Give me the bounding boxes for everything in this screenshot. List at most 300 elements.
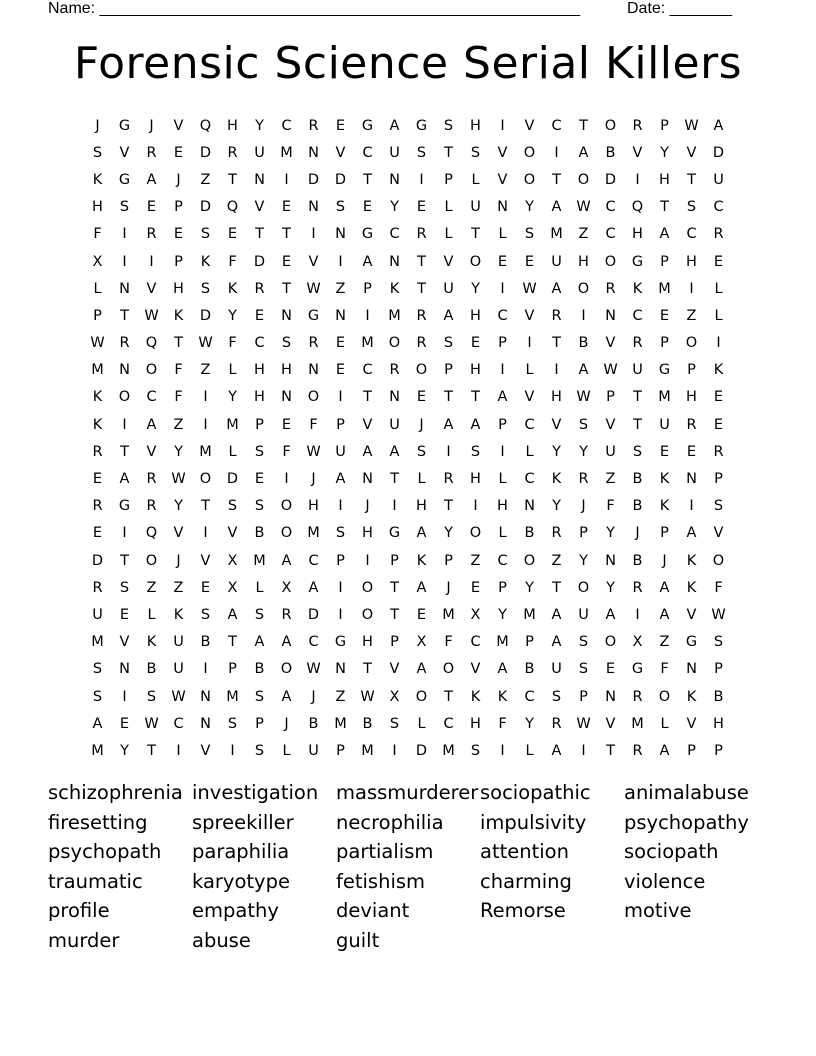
grid-letter: X: [227, 552, 238, 569]
grid-letter: S: [146, 688, 157, 705]
grid-letter: V: [200, 552, 211, 569]
grid-letter: R: [92, 498, 103, 515]
grid-letter: B: [632, 498, 643, 515]
grid-letter: A: [92, 715, 103, 732]
grid-letter: E: [713, 389, 724, 406]
grid-letter: V: [524, 117, 535, 134]
grid-letter: C: [686, 226, 697, 243]
word-list-item: partialism: [336, 840, 434, 864]
grid-letter: O: [307, 389, 320, 406]
grid-letter: I: [689, 498, 694, 515]
grid-letter: V: [146, 443, 157, 460]
grid-letter: K: [200, 253, 211, 270]
grid-letter: K: [146, 634, 157, 651]
grid-letter: D: [226, 471, 239, 488]
grid-letter: G: [118, 498, 131, 515]
grid-letter: J: [95, 117, 100, 134]
grid-letter: Y: [390, 199, 399, 216]
grid-letter: P: [579, 525, 588, 542]
grid-letter: L: [525, 742, 534, 759]
grid-letter: V: [524, 389, 535, 406]
grid-letter: F: [174, 389, 183, 406]
grid-letter: Y: [525, 715, 534, 732]
grid-letter: P: [498, 579, 507, 596]
grid-letter: T: [660, 199, 669, 216]
grid-letter: N: [335, 661, 346, 678]
grid-letter: Z: [470, 552, 481, 569]
grid-letter: I: [392, 498, 397, 515]
grid-letter: A: [551, 742, 562, 759]
grid-letter: E: [686, 443, 697, 460]
word-list-item: spreekiller: [192, 810, 294, 834]
grid-letter: P: [660, 525, 669, 542]
grid-letter: T: [255, 226, 264, 243]
grid-letter: G: [118, 171, 131, 188]
grid-letter: G: [388, 525, 401, 542]
grid-letter: H: [713, 715, 724, 732]
grid-letter: V: [227, 525, 238, 542]
grid-letter: A: [281, 552, 292, 569]
grid-letter: L: [444, 226, 453, 243]
grid-letter: K: [686, 579, 697, 596]
grid-letter: L: [525, 362, 534, 379]
grid-letter: O: [523, 171, 536, 188]
grid-letter: T: [444, 498, 453, 515]
grid-letter: T: [363, 389, 372, 406]
grid-letter: V: [173, 117, 184, 134]
grid-letter: S: [119, 579, 130, 596]
grid-letter: X: [416, 634, 427, 651]
grid-letter: W: [171, 688, 186, 705]
grid-letter: L: [444, 199, 453, 216]
grid-letter: K: [551, 471, 562, 488]
grid-letter: V: [470, 661, 481, 678]
grid-letter: Y: [228, 389, 237, 406]
grid-letter: P: [336, 742, 345, 759]
grid-letter: N: [389, 389, 400, 406]
grid-letter: R: [713, 226, 724, 243]
grid-letter: V: [308, 253, 319, 270]
grid-letter: D: [334, 171, 347, 188]
grid-letter: K: [497, 688, 508, 705]
grid-letter: A: [254, 634, 265, 651]
grid-letter: U: [551, 661, 562, 678]
grid-letter: L: [147, 606, 156, 623]
grid-letter: P: [687, 742, 696, 759]
word-list-item: abuse: [192, 928, 251, 952]
grid-letter: Q: [631, 199, 644, 216]
grid-letter: A: [551, 634, 562, 651]
word-list-item: violence: [624, 869, 706, 893]
grid-letter: U: [470, 199, 481, 216]
grid-letter: I: [176, 742, 181, 759]
grid-letter: S: [524, 226, 535, 243]
grid-letter: E: [254, 307, 265, 324]
grid-letter: R: [551, 307, 562, 324]
grid-letter: B: [254, 661, 265, 678]
grid-letter: P: [363, 280, 372, 297]
grid-letter: I: [122, 416, 127, 433]
grid-letter: O: [469, 253, 482, 270]
letter-grid: [84, 112, 732, 765]
grid-letter: B: [605, 144, 616, 161]
grid-letter: S: [335, 199, 346, 216]
grid-letter: S: [470, 742, 481, 759]
grid-letter: F: [714, 579, 723, 596]
grid-letter: R: [119, 335, 130, 352]
grid-letter: H: [632, 226, 643, 243]
grid-letter: S: [713, 634, 724, 651]
grid-letter: U: [308, 742, 319, 759]
grid-letter: I: [581, 742, 586, 759]
grid-letter: M: [496, 634, 509, 651]
grid-letter: M: [658, 389, 671, 406]
grid-letter: K: [686, 552, 697, 569]
grid-letter: R: [713, 443, 724, 460]
grid-letter: W: [306, 661, 321, 678]
grid-letter: E: [173, 226, 184, 243]
grid-letter: A: [389, 443, 400, 460]
grid-letter: A: [335, 471, 346, 488]
grid-letter: I: [122, 525, 127, 542]
grid-letter: E: [281, 199, 292, 216]
grid-letter: R: [254, 280, 265, 297]
grid-letter: O: [577, 280, 590, 297]
grid-letter: N: [200, 715, 211, 732]
grid-letter: U: [713, 171, 724, 188]
grid-letter: A: [659, 742, 670, 759]
grid-letter: R: [146, 471, 157, 488]
grid-letter: A: [551, 199, 562, 216]
grid-letter: V: [551, 416, 562, 433]
grid-letter: V: [497, 144, 508, 161]
grid-letter: P: [174, 253, 183, 270]
grid-letter: K: [389, 280, 400, 297]
grid-letter: W: [306, 280, 321, 297]
word-list-item: Remorse: [480, 899, 566, 923]
grid-letter: I: [554, 144, 559, 161]
grid-letter: N: [308, 144, 319, 161]
grid-letter: E: [281, 253, 292, 270]
grid-letter: O: [361, 606, 374, 623]
grid-letter: R: [416, 307, 427, 324]
grid-letter: V: [443, 253, 454, 270]
grid-letter: H: [470, 471, 481, 488]
grid-letter: H: [686, 253, 697, 270]
grid-letter: H: [308, 498, 319, 515]
grid-letter: T: [390, 606, 399, 623]
grid-letter: H: [470, 117, 481, 134]
grid-letter: V: [686, 144, 697, 161]
grid-letter: C: [497, 307, 508, 324]
grid-letter: U: [605, 443, 616, 460]
grid-letter: I: [338, 498, 343, 515]
grid-letter: V: [119, 144, 130, 161]
grid-letter: E: [119, 715, 130, 732]
grid-letter: H: [173, 280, 184, 297]
grid-letter: G: [307, 307, 320, 324]
grid-letter: O: [604, 253, 617, 270]
grid-letter: M: [91, 362, 104, 379]
grid-letter: U: [443, 280, 454, 297]
grid-letter: E: [92, 525, 103, 542]
grid-letter: C: [632, 307, 643, 324]
grid-letter: Y: [660, 144, 669, 161]
grid-letter: I: [122, 253, 127, 270]
grid-letter: T: [417, 280, 426, 297]
grid-letter: T: [390, 471, 399, 488]
grid-letter: O: [523, 552, 536, 569]
grid-letter: E: [416, 389, 427, 406]
grid-letter: T: [363, 661, 372, 678]
grid-letter: F: [444, 634, 453, 651]
grid-letter: I: [149, 253, 154, 270]
grid-letter: S: [416, 144, 427, 161]
grid-letter: K: [659, 471, 670, 488]
grid-letter: T: [120, 552, 129, 569]
grid-letter: M: [523, 606, 536, 623]
grid-letter: W: [90, 335, 105, 352]
grid-letter: T: [444, 688, 453, 705]
grid-letter: W: [198, 335, 213, 352]
grid-letter: R: [146, 144, 157, 161]
grid-letter: M: [631, 715, 644, 732]
grid-letter: G: [415, 117, 428, 134]
grid-letter: B: [578, 335, 589, 352]
grid-letter: T: [282, 280, 291, 297]
word-list-item: guilt: [336, 928, 380, 952]
grid-letter: W: [711, 606, 726, 623]
grid-letter: P: [228, 661, 237, 678]
grid-letter: A: [146, 416, 157, 433]
grid-letter: N: [686, 661, 697, 678]
grid-letter: U: [254, 144, 265, 161]
grid-letter: S: [200, 226, 211, 243]
grid-letter: K: [416, 552, 427, 569]
grid-letter: N: [362, 471, 373, 488]
grid-letter: M: [334, 715, 347, 732]
grid-letter: A: [497, 661, 508, 678]
grid-letter: T: [471, 226, 480, 243]
word-list-item: investigation: [192, 781, 319, 804]
grid-letter: Z: [686, 307, 697, 324]
grid-letter: N: [281, 389, 292, 406]
grid-letter: R: [308, 117, 319, 134]
grid-letter: J: [635, 525, 640, 542]
grid-letter: S: [200, 280, 211, 297]
grid-letter: S: [470, 144, 481, 161]
grid-letter: C: [281, 117, 292, 134]
word-list-item: charming: [480, 869, 572, 893]
grid-letter: M: [91, 634, 104, 651]
grid-letter: R: [632, 579, 643, 596]
grid-letter: O: [469, 525, 482, 542]
header: [48, 0, 748, 20]
grid-letter: T: [633, 416, 642, 433]
grid-letter: K: [632, 280, 643, 297]
grid-letter: A: [362, 253, 373, 270]
grid-letter: F: [228, 253, 237, 270]
grid-letter: I: [122, 688, 127, 705]
grid-letter: V: [713, 525, 724, 542]
grid-letter: G: [118, 117, 131, 134]
grid-letter: D: [91, 552, 104, 569]
word-list: [48, 778, 768, 956]
grid-letter: V: [389, 661, 400, 678]
grid-letter: N: [308, 199, 319, 216]
grid-letter: L: [498, 471, 507, 488]
grid-letter: P: [498, 416, 507, 433]
grid-letter: J: [446, 579, 451, 596]
grid-letter: P: [444, 552, 453, 569]
grid-letter: I: [500, 742, 505, 759]
word-list-item: murder: [48, 928, 120, 952]
grid-letter: S: [119, 199, 130, 216]
grid-letter: M: [226, 416, 239, 433]
grid-letter: S: [254, 606, 265, 623]
grid-letter: A: [362, 443, 373, 460]
grid-letter: F: [498, 715, 507, 732]
grid-letter: T: [282, 226, 291, 243]
grid-letter: V: [146, 280, 157, 297]
grid-letter: V: [254, 199, 265, 216]
grid-letter: K: [713, 362, 724, 379]
grid-letter: P: [714, 471, 723, 488]
grid-letter: A: [659, 606, 670, 623]
grid-letter: B: [146, 661, 157, 678]
grid-letter: O: [685, 335, 698, 352]
grid-letter: B: [254, 525, 265, 542]
grid-letter: V: [686, 715, 697, 732]
grid-letter: P: [336, 416, 345, 433]
grid-letter: O: [280, 498, 293, 515]
grid-letter: I: [392, 742, 397, 759]
grid-letter: Y: [552, 498, 561, 515]
grid-letter: G: [361, 117, 374, 134]
grid-letter: A: [281, 688, 292, 705]
grid-letter: I: [500, 280, 505, 297]
word-list-item: necrophilia: [336, 810, 444, 834]
grid-letter: T: [471, 389, 480, 406]
word-list-item: karyotype: [192, 869, 290, 893]
grid-letter: S: [254, 742, 265, 759]
grid-letter: H: [551, 389, 562, 406]
grid-letter: T: [552, 335, 561, 352]
grid-letter: Y: [579, 552, 588, 569]
grid-letter: C: [173, 715, 184, 732]
grid-letter: S: [227, 715, 238, 732]
grid-letter: S: [92, 144, 103, 161]
grid-letter: R: [443, 471, 454, 488]
word-list-item: impulsivity: [480, 810, 587, 834]
grid-letter: H: [470, 362, 481, 379]
word-list-item: fetishism: [336, 869, 426, 893]
grid-letter: O: [712, 552, 725, 569]
grid-letter: F: [660, 661, 669, 678]
grid-letter: M: [361, 742, 374, 759]
grid-letter: W: [522, 280, 537, 297]
grid-letter: C: [362, 144, 373, 161]
grid-letter: N: [389, 253, 400, 270]
grid-letter: N: [605, 688, 616, 705]
grid-letter: C: [713, 199, 724, 216]
grid-letter: S: [227, 498, 238, 515]
word-list-item: psychopath: [48, 840, 162, 864]
grid-letter: I: [473, 498, 478, 515]
grid-letter: H: [578, 253, 589, 270]
grid-letter: G: [361, 226, 374, 243]
grid-letter: G: [631, 661, 644, 678]
grid-letter: S: [254, 498, 265, 515]
grid-letter: Y: [255, 117, 264, 134]
grid-letter: B: [632, 471, 643, 488]
grid-letter: I: [284, 471, 289, 488]
grid-letter: I: [338, 389, 343, 406]
grid-letter: A: [416, 579, 427, 596]
grid-letter: T: [417, 253, 426, 270]
grid-letter: S: [254, 688, 265, 705]
grid-letter: L: [255, 579, 264, 596]
grid-letter: E: [416, 606, 427, 623]
word-list-item: traumatic: [48, 869, 143, 893]
grid-letter: R: [632, 335, 643, 352]
grid-letter: O: [118, 389, 131, 406]
grid-letter: Z: [173, 416, 184, 433]
grid-letter: T: [174, 335, 183, 352]
grid-letter: T: [120, 443, 129, 460]
grid-letter: S: [281, 335, 292, 352]
grid-letter: Z: [605, 471, 616, 488]
grid-letter: N: [254, 171, 265, 188]
grid-letter: Y: [228, 307, 237, 324]
grid-letter: X: [227, 579, 238, 596]
word-list-item: motive: [624, 899, 692, 923]
grid-letter: C: [443, 715, 454, 732]
grid-letter: O: [658, 688, 671, 705]
grid-letter: L: [498, 525, 507, 542]
grid-letter: O: [604, 117, 617, 134]
grid-letter: T: [606, 742, 615, 759]
word-list-item: psychopathy: [624, 810, 749, 834]
grid-letter: W: [306, 443, 321, 460]
grid-letter: E: [281, 416, 292, 433]
grid-letter: P: [444, 362, 453, 379]
grid-letter: N: [335, 226, 346, 243]
grid-letter: B: [362, 715, 373, 732]
grid-letter: Y: [552, 443, 561, 460]
grid-letter: V: [605, 715, 616, 732]
grid-letter: M: [226, 688, 239, 705]
grid-letter: Y: [579, 443, 588, 460]
word-list-item: sociopath: [624, 840, 719, 864]
grid-letter: E: [470, 579, 481, 596]
grid-letter: W: [603, 362, 618, 379]
grid-letter: N: [497, 199, 508, 216]
grid-letter: J: [284, 715, 289, 732]
grid-letter: B: [713, 688, 724, 705]
grid-letter: R: [92, 579, 103, 596]
grid-letter: G: [631, 253, 644, 270]
grid-letter: I: [338, 579, 343, 596]
grid-letter: U: [173, 661, 184, 678]
grid-letter: A: [416, 525, 427, 542]
grid-letter: T: [552, 171, 561, 188]
grid-letter: V: [362, 416, 373, 433]
grid-letter: C: [308, 552, 319, 569]
grid-letter: S: [335, 525, 346, 542]
grid-letter: A: [686, 525, 697, 542]
grid-letter: I: [284, 171, 289, 188]
